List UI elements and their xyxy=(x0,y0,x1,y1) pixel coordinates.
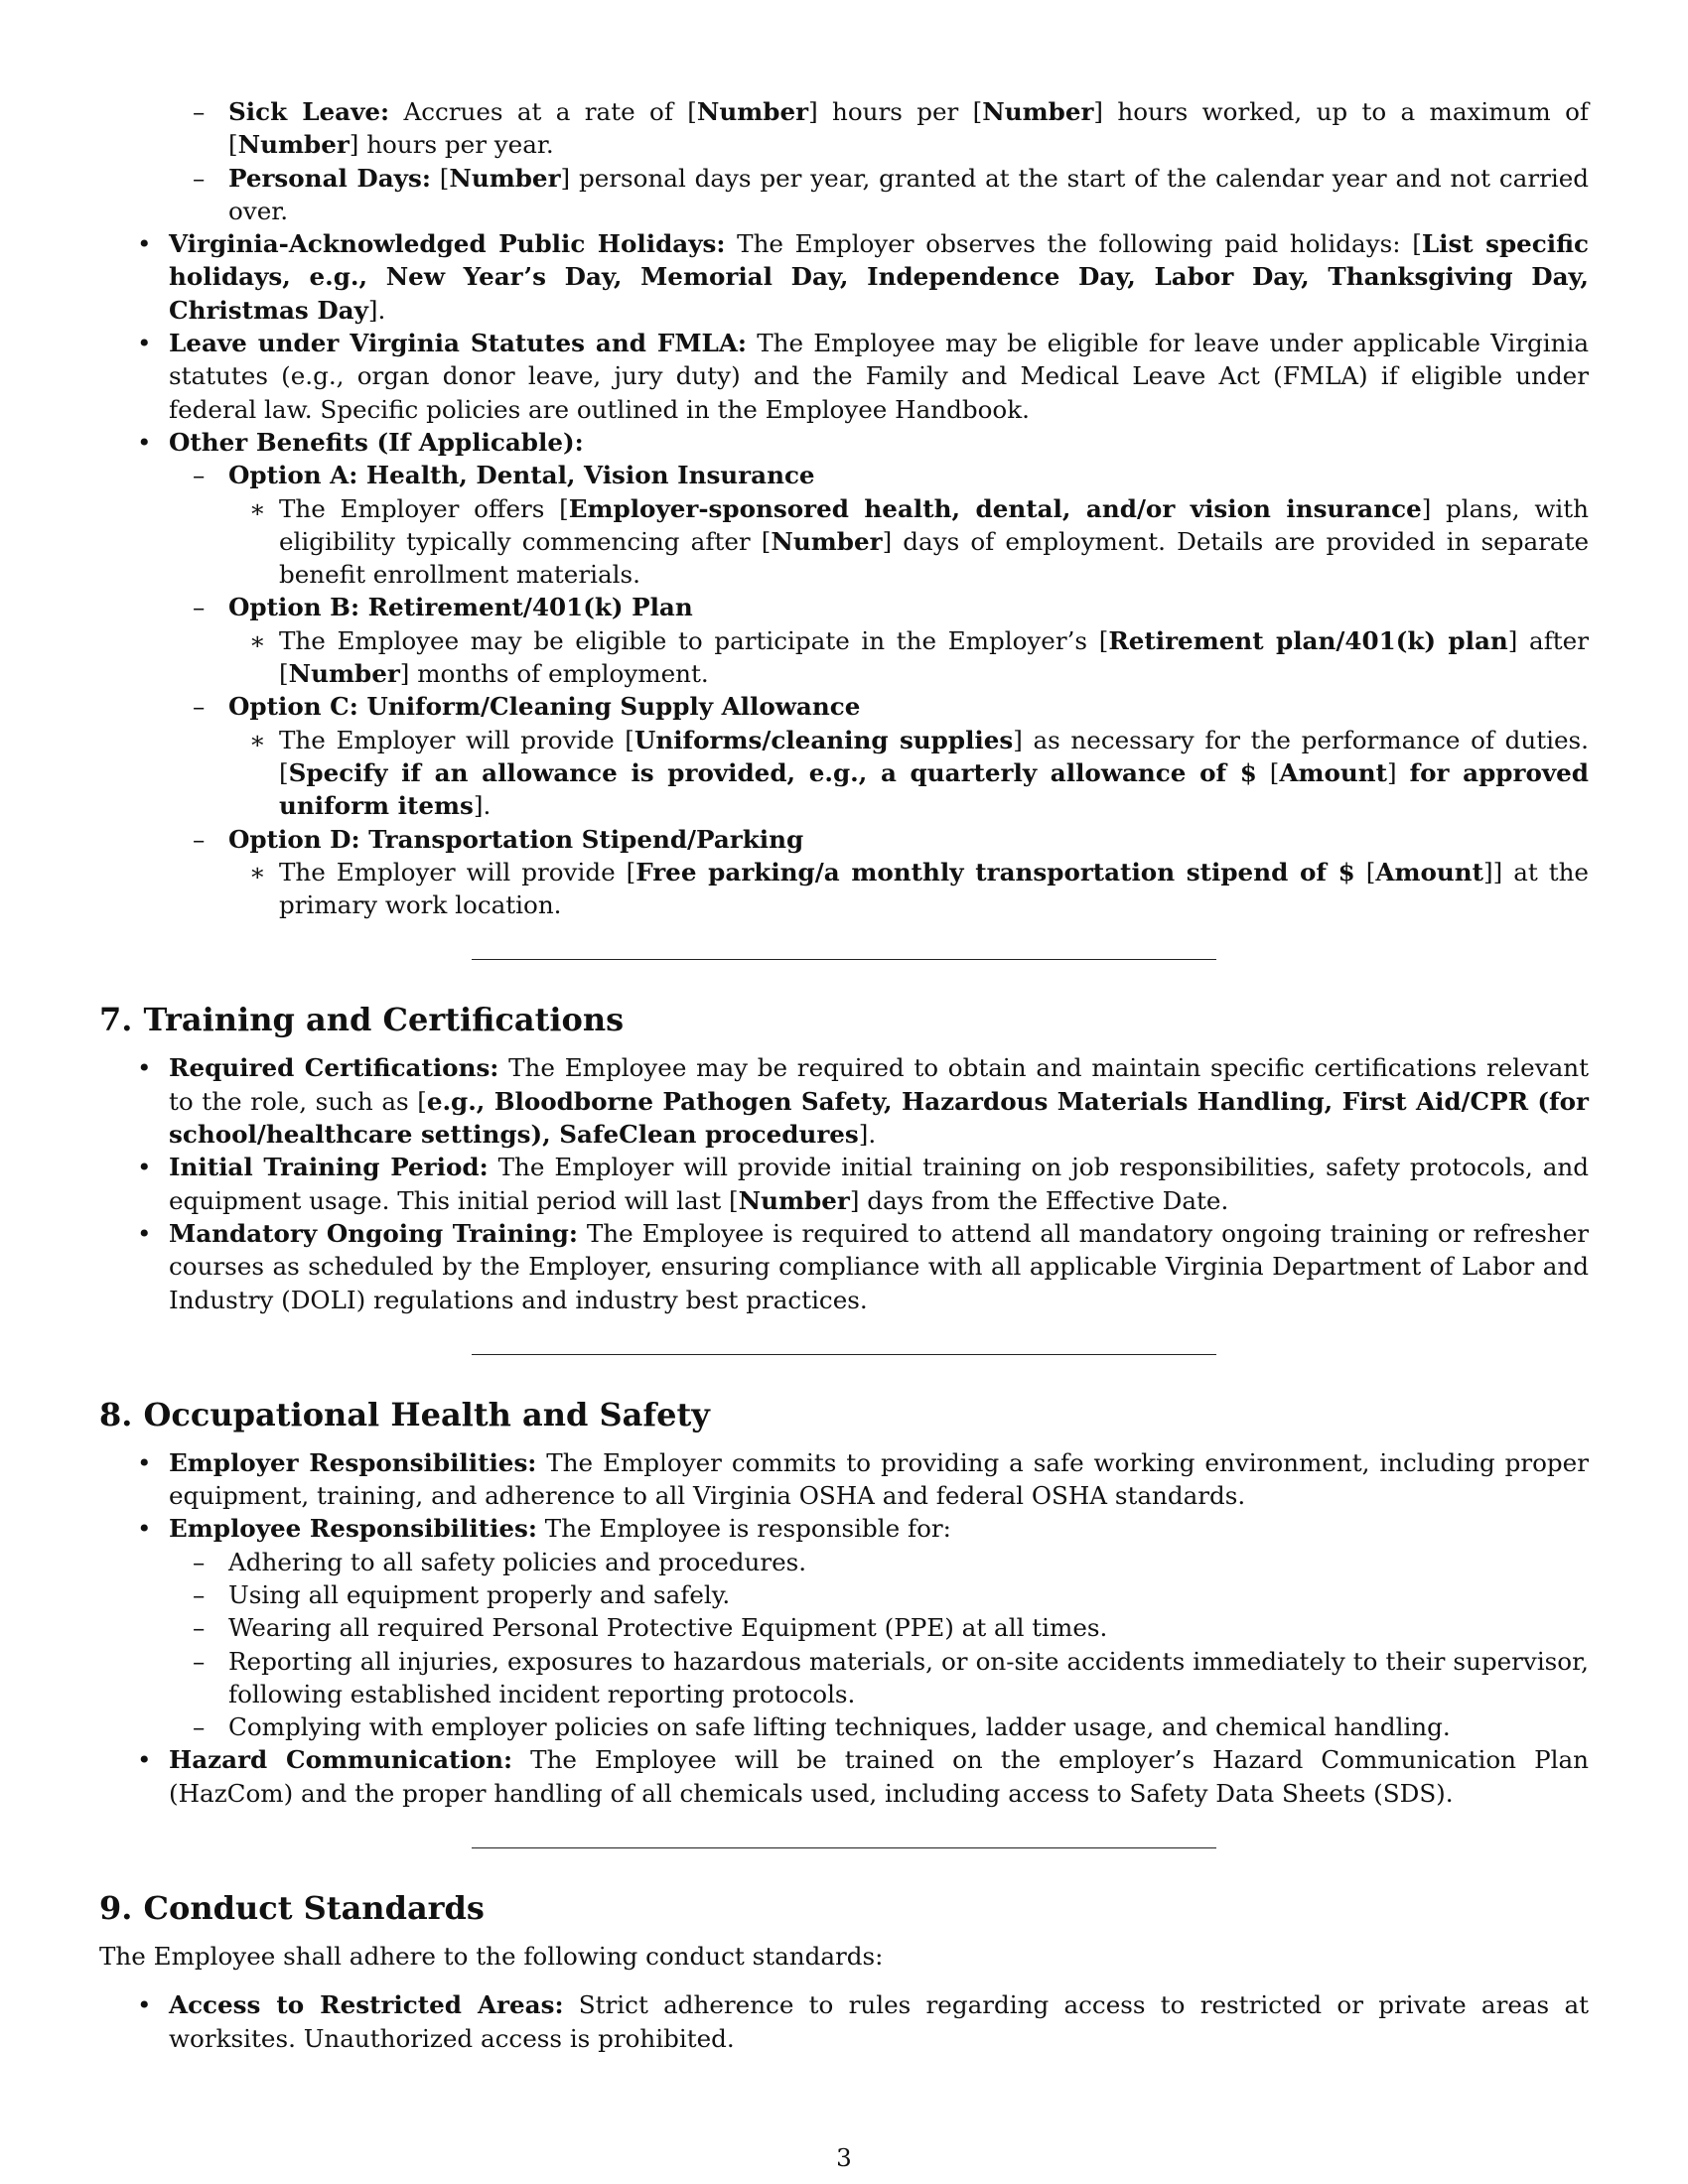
bullet-marker: • xyxy=(137,1447,152,1477)
dash-marker: – xyxy=(193,1646,206,1676)
list-item-employer-responsibilities: • Employer Responsibilities: The Employer commits to providing a safe working environment, including proper equipment, training, and adherence to all Virginia OSHA and federal OSHA standards. xyxy=(137,1447,1589,1511)
dash-marker: – xyxy=(193,824,206,854)
item-label: Required Certifications: xyxy=(169,1053,499,1083)
list-item-other-benefits xyxy=(99,426,1589,459)
list-item-restricted-areas: • Access to Restricted Areas: Strict adherence to rules regarding access to restricted or private areas at worksites. Unauthorized access is prohibited. xyxy=(137,1990,1589,2053)
star-marker: ∗ xyxy=(249,493,266,523)
bullet-marker: • xyxy=(137,229,152,259)
section-intro: The Employee shall adhere to the following conduct standards: xyxy=(99,1942,884,1972)
star-marker: ∗ xyxy=(249,857,266,887)
list-item: – Adhering to all safety policies and procedures. xyxy=(99,1546,1589,1578)
section-divider xyxy=(472,1847,1216,1848)
document-page xyxy=(99,95,1589,2055)
item-label: Mandatory Ongoing Training: xyxy=(169,1218,578,1248)
item-label: Employee Responsibilities: xyxy=(169,1514,537,1544)
section-heading-health-safety: 8. Occupational Health and Safety xyxy=(99,1395,710,1433)
section-heading-training: 7. Training and Certifications xyxy=(99,1001,625,1039)
dash-marker: – xyxy=(193,692,206,722)
dash-marker: – xyxy=(193,1547,206,1576)
item-label: Personal Days: xyxy=(228,163,431,193)
list-item-hazard-communication: • Hazard Communication: The Employee will be trained on the employer’s Hazard Communication Plan (HazCom) and the proper handling of all chemicals used, including access to Safety Data Sheets (SDS). xyxy=(137,1745,1589,1808)
item-label: Leave under Virginia Statutes and FMLA: xyxy=(169,329,748,358)
item-label: Initial Training Period: xyxy=(169,1153,489,1182)
dash-marker: – xyxy=(193,1712,206,1742)
dash-marker: – xyxy=(193,97,206,126)
bullet-marker: • xyxy=(137,1514,152,1544)
list-item-ongoing-training: • Mandatory Ongoing Training: The Employee is required to attend all mandatory ongoing training or refresher courses as scheduled by the Employer, ensuring compliance with all applicable Virginia Department of Labor and Industry (DOLI) regulations and industry best practices. xyxy=(137,1218,1590,1314)
option-b-heading: – Option B: Retirement/401(k) Plan xyxy=(99,591,1589,623)
dash-marker: – xyxy=(193,461,206,490)
dash-marker: – xyxy=(193,163,206,193)
option-b-detail: ∗ The Employee may be eligible to participate in the Employer’s [Retirement plan/401(k) plan] after [Number] months of employment. xyxy=(249,625,1589,689)
list-item-initial-training: • Initial Training Period: The Employer will provide initial training on job responsibilities, safety protocols, and equipment usage. This initial period will last [Number] days from the Effective Date. xyxy=(137,1153,1589,1215)
item-label: Employer Responsibilities: xyxy=(169,1447,537,1477)
list-item-required-certifications: • Required Certifications: The Employee may be required to obtain and maintain specific certifications relevant to the role, such as [e.g., Bloodborne Pathogen Safety, Hazardous Materials Handling, First Aid/CPR (for school/healthcare settings), SafeClean procedures]. xyxy=(137,1053,1589,1150)
item-label: Sick Leave: xyxy=(228,97,390,126)
dash-marker: – xyxy=(193,1613,206,1643)
section-heading-conduct: 9. Conduct Standards xyxy=(99,1889,485,1928)
bullet-marker: • xyxy=(137,1153,152,1182)
list-item-personal-days: – Personal Days: [Number] personal days per year, granted at the start of the calendar year and not carried over. xyxy=(193,163,1590,225)
bullet-marker: • xyxy=(137,427,152,457)
dash-marker: – xyxy=(193,593,206,622)
list-item: – Using all equipment properly and safely. xyxy=(99,1578,1589,1611)
list-item: – Wearing all required Personal Protective Equipment (PPE) at all times. xyxy=(99,1611,1589,1644)
item-label: Hazard Communication: xyxy=(169,1745,513,1775)
item-label: Access to Restricted Areas: xyxy=(169,1990,564,2020)
bullet-marker: • xyxy=(137,1990,152,2020)
dash-marker: – xyxy=(193,1579,206,1609)
list-item-fmla: • Leave under Virginia Statutes and FMLA: The Employee may be eligible for leave under applicable Virginia statutes (e.g., organ donor leave, jury duty) and the Family and Medical Leave Act (FMLA) if eligible under federal law. Specific policies are outlined in the Employee Handbook. xyxy=(137,329,1589,424)
list-item-employee-responsibilities: • Employee Responsibilities: The Employee is responsible for: xyxy=(99,1512,1589,1545)
item-label: Virginia-Acknowledged Public Holidays: xyxy=(169,229,726,259)
star-marker: ∗ xyxy=(249,725,266,754)
list-item-sick-leave: – Sick Leave: Accrues at a rate of [Number] hours per [Number] hours worked, up to a maximum of [Number] hours per year. xyxy=(193,97,1590,160)
bullet-marker: • xyxy=(137,329,152,358)
section-divider xyxy=(472,1354,1216,1355)
bullet-marker: • xyxy=(137,1745,152,1775)
bullet-marker: • xyxy=(137,1218,152,1248)
bullet-marker: • xyxy=(137,1053,152,1083)
option-d-heading: – Option D: Transportation Stipend/Parking xyxy=(99,823,1589,856)
list-item: – Reporting all injuries, exposures to hazardous materials, or on-site accidents immediately to their supervisor, following established incident reporting protocols. xyxy=(193,1646,1589,1708)
list-item: – Complying with employer policies on safe lifting techniques, ladder usage, and chemical handling. xyxy=(99,1710,1589,1743)
option-c-detail: ∗ The Employer will provide [Uniforms/cleaning supplies] as necessary for the performance of duties. [Specify if an allowance is provided, e.g., a quarterly allowance of $ [Amount] for approved uniform items]. xyxy=(249,725,1589,821)
option-a-detail: ∗ The Employer offers [Employer-sponsored health, dental, and/or vision insurance] plans, with eligibility typically commencing after [Number] days of employment. Details are provided in separate benefit enrollment materials. xyxy=(249,493,1590,590)
page-number: 3 xyxy=(836,2143,852,2172)
star-marker: ∗ xyxy=(249,625,266,655)
option-d-detail: ∗ The Employer will provide [Free parking/a monthly transportation stipend of $ [Amount]] at the primary work location. xyxy=(249,857,1589,920)
option-a-heading: – Option A: Health, Dental, Vision Insurance xyxy=(99,459,1589,491)
section-divider xyxy=(472,959,1216,960)
item-label: Other Benefits (If Applicable): xyxy=(169,427,584,457)
option-c-heading: – Option C: Uniform/Cleaning Supply Allowance xyxy=(99,690,1589,723)
list-item-holidays: • Virginia-Acknowledged Public Holidays: The Employer observes the following paid holidays: [List specific holidays, e.g., New Year’s Day, Memorial Day, Independence Day, Labor Day, Thanksgiving Day, Christmas Day]. xyxy=(137,229,1589,325)
